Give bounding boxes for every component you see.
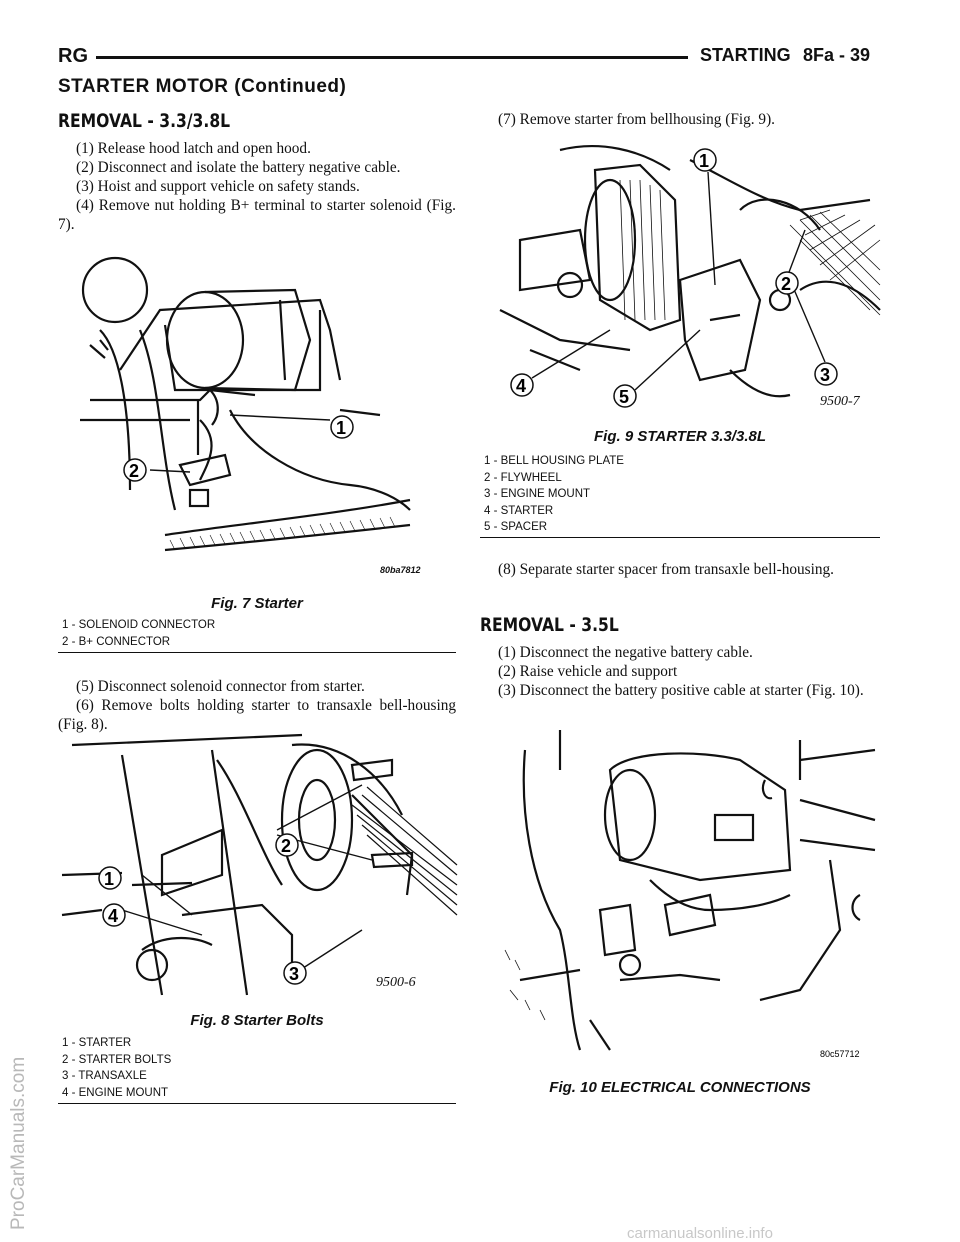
fig8-legend-item: 1 - STARTER <box>62 1037 132 1049</box>
fig8-legend-item: 3 - TRANSAXLE <box>62 1070 147 1082</box>
step-8-block <box>480 560 880 579</box>
fig7-rule <box>58 652 456 653</box>
fig7-legend <box>62 617 215 650</box>
fig10-code: 80c57712 <box>820 1049 860 1059</box>
step-8: (8) Separate starter spacer from transaxle bell-housing. <box>498 561 834 578</box>
fig9-callout-5-label: 5 <box>619 387 630 407</box>
fig9-legend-item: 1 - BELL HOUSING PLATE <box>484 455 624 467</box>
fig9-illustration <box>500 140 880 410</box>
fig9-code: 9500-7 <box>820 394 860 409</box>
fig9-legend-item: 4 - STARTER <box>484 504 554 517</box>
fig8-legend <box>62 1035 171 1101</box>
step-7-block <box>480 110 880 129</box>
fig8-callout-4-label: 4 <box>108 906 119 926</box>
header-section: STARTING <box>700 45 791 65</box>
step-6: (6) Remove bolts holding starter to transaxle bell-housing (Fig. 8). <box>58 697 456 733</box>
fig8-caption: Fig. 8 Starter Bolts <box>190 1012 324 1029</box>
fig8-rule <box>58 1103 456 1104</box>
step-c-1: (1) Disconnect the negative battery cable. <box>498 644 753 661</box>
fig8-illustration <box>62 735 457 1005</box>
steps-a <box>58 139 456 234</box>
watermark-footer: carmanualsonline.info <box>627 1225 773 1242</box>
removal35-title: REMOVAL - 3.5L <box>480 614 619 636</box>
removal-title: REMOVAL - 3.3/3.8L <box>58 110 231 132</box>
fig10-illustration <box>500 730 875 1059</box>
fig8-callout-2-label: 2 <box>281 836 292 856</box>
fig9-legend-item: 5 - SPACER <box>484 521 548 533</box>
fig9-callout-4-label: 4 <box>516 376 527 396</box>
fig9-legend-item: 2 - FLYWHEEL <box>484 471 562 484</box>
fig9-legend-item: 3 - ENGINE MOUNT <box>484 488 591 500</box>
fig9-rule <box>480 537 880 538</box>
step-4: (4) Remove nut holding B+ terminal to starter solenoid (Fig. 7). <box>58 197 456 233</box>
fig9-callout-1-label: 1 <box>699 151 710 171</box>
step-c-2: (2) Raise vehicle and support <box>498 663 678 680</box>
fig7-code: 80ba7812 <box>380 565 421 575</box>
fig9-caption: Fig. 9 STARTER 3.3/3.8L <box>594 428 766 445</box>
continued-title: STARTER MOTOR (Continued) <box>58 76 347 97</box>
fig9-legend <box>484 453 624 536</box>
fig8-legend-item: 4 - ENGINE MOUNT <box>62 1086 169 1099</box>
fig8-callout-1-label: 1 <box>104 869 115 889</box>
watermark-side: ProCarManuals.com <box>8 1056 29 1230</box>
fig9-callout-2-label: 2 <box>781 274 792 294</box>
steps-c <box>480 643 880 700</box>
fig7-caption: Fig. 7 Starter <box>211 595 303 612</box>
fig8-callout-3-label: 3 <box>289 964 300 984</box>
step-5: (5) Disconnect solenoid connector from starter. <box>76 678 365 695</box>
fig9-callout-3-label: 3 <box>820 365 831 385</box>
header-rule <box>96 56 688 59</box>
step-7: (7) Remove starter from bellhousing (Fig. 9). <box>498 111 775 128</box>
fig7-legend-item: 1 - SOLENOID CONNECTOR <box>62 619 216 631</box>
step-3: (3) Hoist and support vehicle on safety stands. <box>76 178 360 195</box>
step-1: (1) Release hood latch and open hood. <box>76 140 311 157</box>
fig8-code: 9500-6 <box>376 975 416 990</box>
fig7-callout-2-label: 2 <box>129 461 140 481</box>
fig7-legend-item: 2 - B+ CONNECTOR <box>62 635 171 648</box>
header-page: 8Fa - 39 <box>803 45 871 65</box>
fig7-illustration <box>80 250 440 580</box>
fig7-callout-1-label: 1 <box>336 418 347 438</box>
step-2: (2) Disconnect and isolate the battery negative cable. <box>76 159 401 176</box>
fig8-legend-item: 2 - STARTER BOLTS <box>62 1053 172 1066</box>
steps-b <box>58 677 456 734</box>
fig10-caption: Fig. 10 ELECTRICAL CONNECTIONS <box>549 1079 811 1096</box>
header-left: RG <box>58 45 88 67</box>
step-c-3: (3) Disconnect the battery positive cable at starter (Fig. 10). <box>498 682 864 699</box>
